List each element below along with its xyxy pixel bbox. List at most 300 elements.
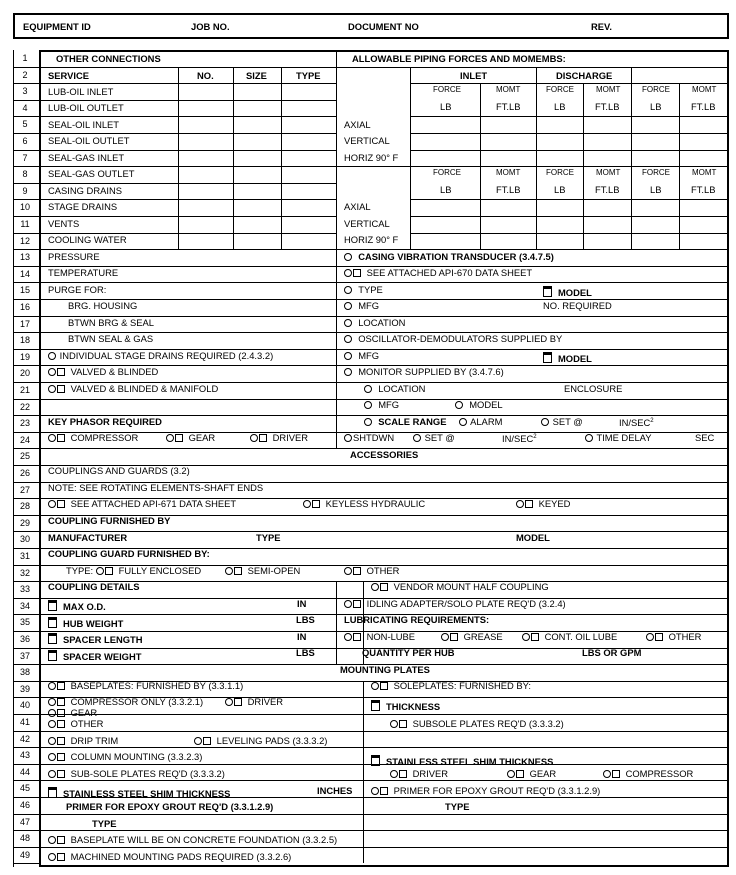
row-number: 47 [19, 816, 30, 827]
grid-hline [39, 531, 729, 532]
radio-icon[interactable] [364, 401, 372, 409]
horiz-label-2: HORIZ 90° F [344, 234, 399, 245]
row-number: 31 [19, 551, 30, 561]
grid-vline [281, 67, 282, 250]
checkbox-icon[interactable] [380, 583, 388, 591]
radio-icon[interactable] [603, 770, 611, 778]
lb-label-2: LB [554, 101, 566, 112]
row-number: 11 [20, 219, 30, 229]
row-number-divider [13, 332, 39, 333]
keyed: KEYED [516, 498, 570, 509]
lb-label-6: LB [650, 184, 662, 195]
lb-label-5: LB [554, 184, 566, 195]
monitor-location: LOCATION [364, 383, 425, 394]
row-number: 32 [19, 567, 30, 578]
no-required: NO. REQUIRED [543, 300, 612, 311]
row-number-divider [13, 731, 39, 732]
checkbox-icon[interactable] [259, 434, 267, 442]
grid-hline [39, 714, 729, 715]
checkbox-icon[interactable] [57, 753, 65, 761]
key-phasor-required: KEY PHASOR REQUIRED [48, 416, 162, 427]
radio-icon[interactable] [585, 434, 593, 442]
row-number: 26 [19, 468, 30, 478]
row-number: 33 [19, 584, 30, 595]
radio-icon[interactable] [413, 434, 421, 442]
checkbox-icon[interactable] [612, 770, 620, 778]
checkbox-icon[interactable] [48, 650, 57, 661]
seal-oil-outlet: SEAL-OIL OUTLET [48, 135, 130, 146]
row-number-divider [13, 648, 39, 649]
checkbox-icon[interactable] [353, 600, 361, 608]
row-number-divider [13, 133, 39, 134]
seal-gas-outlet: SEAL-GAS OUTLET [48, 168, 135, 179]
ftlb-label-4: FT.LB [496, 184, 521, 195]
radio-icon[interactable] [48, 770, 56, 778]
row-number: 15 [19, 285, 30, 296]
see-api670: SEE ATTACHED API-670 DATA SHEET [344, 267, 532, 278]
casing-model: MODEL [543, 286, 592, 298]
row-number: 6 [22, 136, 28, 146]
primer-type-right: TYPE [445, 801, 470, 812]
keyless-hydraulic: KEYLESS HYDRAULIC [303, 498, 425, 509]
kp-driver: DRIVER [250, 432, 308, 443]
row-number-divider [13, 498, 39, 499]
row-number-divider [13, 432, 39, 433]
seal-oil-inlet: SEAL-OIL INLET [48, 119, 120, 130]
radio-icon[interactable] [344, 286, 352, 294]
row-number-divider [13, 598, 39, 599]
casing-drains: CASING DRAINS [48, 185, 122, 196]
spacer-weight-unit: LBS [296, 647, 315, 658]
row-number-divider [13, 465, 39, 466]
row-number-divider [13, 116, 39, 117]
grid-vline [178, 67, 179, 250]
mp-driver: DRIVER [225, 696, 283, 707]
radio-icon[interactable] [48, 385, 56, 393]
type-header: TYPE [296, 70, 321, 81]
mounting-plates-title: MOUNTING PLATES [340, 664, 430, 675]
checkbox-icon[interactable] [57, 853, 65, 861]
row-number-divider [13, 531, 39, 532]
radio-icon[interactable] [459, 418, 467, 426]
radio-icon[interactable] [541, 418, 549, 426]
checkbox-icon[interactable] [371, 700, 380, 711]
row-number-divider [13, 83, 39, 84]
in-sec-2: IN/SEC$^2$ [502, 433, 537, 445]
temperature: TEMPERATURE [48, 267, 119, 278]
note-rotating: NOTE: SEE ROTATING ELEMENTS-SHAFT ENDS [48, 482, 264, 493]
row-number: 30 [19, 534, 30, 545]
row-number-divider [13, 797, 39, 798]
valved-blinded-manifold: VALVED & BLINDED & MANIFOLD [48, 383, 218, 394]
radio-icon[interactable] [364, 385, 372, 393]
radio-icon[interactable] [48, 368, 56, 376]
checkbox-icon[interactable] [234, 567, 242, 575]
grid-hline [39, 150, 336, 151]
row-number: 2 [22, 69, 28, 80]
grid-hline [39, 299, 729, 300]
momt-label-5: MOMT [596, 168, 621, 177]
lube-other: OTHER [646, 631, 701, 642]
radio-icon[interactable] [194, 737, 202, 745]
casing-mfg: MFG [344, 300, 379, 311]
checkbox-icon[interactable] [105, 567, 113, 575]
momt-label-1: MOMT [496, 85, 521, 94]
row-number-divider [13, 67, 39, 68]
sec-label: SEC [695, 432, 715, 443]
shim-driver: DRIVER [390, 768, 448, 779]
radio-icon[interactable] [48, 720, 56, 728]
checkbox-icon[interactable] [48, 633, 57, 644]
radio-icon[interactable] [455, 401, 463, 409]
radio-icon[interactable] [646, 633, 654, 641]
radio-icon[interactable] [48, 500, 56, 508]
grid-hline [39, 183, 336, 184]
checkbox-icon[interactable] [57, 434, 65, 442]
row-number: 14 [19, 268, 30, 279]
row-number-divider [13, 282, 39, 283]
checkbox-icon[interactable] [57, 500, 65, 508]
grid-hline [39, 282, 729, 283]
radio-icon[interactable] [516, 500, 524, 508]
grid-vline [363, 681, 364, 864]
radio-icon[interactable] [364, 418, 372, 426]
radio-icon[interactable] [390, 720, 398, 728]
vents: VENTS [48, 218, 80, 229]
lub-oil-outlet: LUB-OIL OUTLET [48, 102, 124, 113]
radio-icon[interactable] [344, 335, 352, 343]
semi-open: SEMI-OPEN [225, 565, 300, 576]
checkbox-icon[interactable] [175, 434, 183, 442]
baseplates: BASEPLATES: FURNISHED BY (3.3.1.1) [48, 680, 243, 691]
drip-trim: DRIP TRIM [48, 735, 118, 746]
row-number-divider [13, 233, 39, 234]
brg-housing: BRG. HOUSING [68, 300, 138, 311]
casing-type: TYPE [344, 284, 383, 295]
row-number-divider [13, 266, 39, 267]
document-no-label: DOCUMENT NO [348, 21, 419, 32]
max-od: MAX O.D. [48, 600, 106, 612]
rownum-left-border [13, 50, 14, 867]
grid-vline [480, 83, 481, 249]
shtdwn: SHTDWN [344, 432, 394, 443]
non-lube: NON-LUBE [344, 631, 415, 642]
radio-icon[interactable] [48, 709, 56, 717]
radio-icon[interactable] [441, 633, 449, 641]
allowable-forces-title: ALLOWABLE PIPING FORCES AND MOMEMBS: [352, 53, 566, 64]
row-number: 46 [19, 800, 30, 810]
row-number: 27 [19, 484, 30, 495]
checkbox-icon[interactable] [353, 269, 361, 277]
spacer-length-unit: IN [297, 631, 307, 642]
cont-oil-lube: CONT. OIL LUBE [522, 631, 617, 642]
checkbox-icon[interactable] [655, 633, 663, 641]
row-number: 28 [19, 501, 30, 512]
checkbox-icon[interactable] [353, 633, 361, 641]
inlet-header: INLET [460, 70, 488, 81]
radio-icon[interactable] [507, 770, 515, 778]
row-number: 9 [22, 185, 28, 196]
row-number: 19 [19, 351, 30, 362]
row-number: 7 [22, 152, 28, 163]
radio-icon[interactable] [390, 770, 398, 778]
radio-icon[interactable] [344, 269, 352, 277]
row-number-divider [13, 515, 39, 516]
radio-icon[interactable] [344, 368, 352, 376]
row-number-divider [13, 780, 39, 781]
row-number: 49 [19, 849, 30, 860]
radio-icon[interactable] [48, 853, 56, 861]
radio-icon[interactable] [371, 682, 379, 690]
alarm: ALARM [459, 416, 502, 427]
osc-demod: OSCILLATOR-DEMODULATORS SUPPLIED BY [344, 333, 562, 344]
row-number-divider [13, 166, 39, 167]
checkbox-icon[interactable] [516, 770, 524, 778]
row-number-divider [13, 565, 39, 566]
primer-right: PRIMER FOR EPOXY GROUT REQ'D (3.3.1.2.9) [371, 785, 600, 796]
couplings-guards: COUPLINGS AND GUARDS (3.2) [48, 465, 190, 476]
row-number-divider [13, 199, 39, 200]
see-api671: SEE ATTACHED API-671 DATA SHEET [48, 498, 236, 509]
kp-gear: GEAR [166, 432, 215, 443]
force-label-6: FORCE [642, 168, 670, 177]
row-number-divider [13, 415, 39, 416]
service-header: SERVICE [48, 70, 89, 81]
radio-icon[interactable] [48, 434, 56, 442]
momt-label-2: MOMT [596, 85, 621, 94]
checkbox-icon[interactable] [57, 737, 65, 745]
grid-hline [336, 166, 729, 167]
row-number: 12 [19, 235, 30, 246]
stage-drains-required: INDIVIDUAL STAGE DRAINS REQUIRED (2.4.3.2) [48, 350, 273, 361]
checkbox-icon[interactable] [57, 770, 65, 778]
grid-vline [336, 50, 337, 448]
radio-icon[interactable] [250, 434, 258, 442]
radio-icon[interactable] [344, 352, 352, 360]
checkbox-icon[interactable] [48, 617, 57, 628]
grid-hline [39, 731, 729, 732]
checkbox-icon[interactable] [399, 720, 407, 728]
time-delay: TIME DELAY [585, 432, 651, 443]
checkbox-icon[interactable] [371, 755, 380, 766]
grid-hline [39, 116, 336, 117]
checkbox-icon[interactable] [543, 286, 552, 297]
row-number-divider [13, 482, 39, 483]
momt-label-3: MOMT [692, 85, 717, 94]
leveling-pads: LEVELING PADS (3.3.3.2) [194, 735, 327, 746]
monitor-mfg: MFG [364, 399, 399, 410]
grid-hline [410, 116, 729, 117]
row-number-divider [13, 399, 39, 400]
radio-icon[interactable] [344, 253, 352, 261]
checkbox-icon[interactable] [48, 600, 57, 611]
force-label-2: FORCE [546, 85, 574, 94]
row-number-divider [13, 614, 39, 615]
row-number: 39 [19, 683, 30, 694]
monitor-model: MODEL [455, 399, 503, 410]
checkbox-icon[interactable] [353, 567, 361, 575]
radio-icon[interactable] [225, 567, 233, 575]
checkbox-icon[interactable] [234, 698, 242, 706]
row-number: 42 [19, 733, 30, 744]
osc-mfg: MFG [344, 350, 379, 361]
purge-for: PURGE FOR: [48, 284, 107, 295]
coupling-model: MODEL [516, 532, 550, 543]
stainless-shim-right: STAINLESS STEEL SHIM THICKNESS [371, 755, 553, 767]
checkbox-icon[interactable] [312, 500, 320, 508]
btwn-seal-gas: BTWN SEAL & GAS [68, 333, 154, 344]
vertical-label-1: VERTICAL [344, 135, 390, 146]
grid-hline [39, 216, 336, 217]
radio-icon[interactable] [522, 633, 530, 641]
row-number-divider [13, 150, 39, 151]
radio-icon[interactable] [48, 753, 56, 761]
row-number-divider [13, 299, 39, 300]
row-number: 13 [19, 252, 30, 263]
grid-vline [631, 67, 632, 250]
checkbox-icon[interactable] [399, 770, 407, 778]
ftlb-label-1: FT.LB [496, 101, 521, 112]
shim-compressor: COMPRESSOR [603, 768, 693, 779]
checkbox-icon[interactable] [57, 698, 65, 706]
checkbox-icon[interactable] [57, 368, 65, 376]
grid-vline [233, 67, 234, 250]
radio-icon[interactable] [48, 737, 56, 745]
checkbox-icon[interactable] [525, 500, 533, 508]
job-no-label: JOB NO. [191, 21, 230, 32]
vertical-label-2: VERTICAL [344, 218, 390, 229]
axial-label-2: AXIAL [344, 201, 371, 212]
radio-icon[interactable] [225, 698, 233, 706]
coupling-type: TYPE [256, 532, 281, 543]
row-number-divider [13, 249, 39, 250]
row-number-divider [13, 631, 39, 632]
checkbox-icon[interactable] [57, 709, 65, 717]
enclosure: ENCLOSURE [564, 383, 623, 394]
radio-icon[interactable] [344, 633, 352, 641]
force-label-1: FORCE [433, 85, 461, 94]
sub-sole-plates: SUB-SOLE PLATES REQ'D (3.3.3.2) [48, 768, 225, 779]
hub-weight: HUB WEIGHT [48, 617, 123, 629]
pressure: PRESSURE [48, 251, 100, 262]
row-number: 16 [19, 302, 30, 312]
grid-hline [39, 67, 336, 68]
force-label-4: FORCE [433, 168, 461, 177]
radio-icon[interactable] [344, 600, 352, 608]
radio-icon[interactable] [48, 836, 56, 844]
radio-icon[interactable] [344, 567, 352, 575]
soleplates: SOLEPLATES: FURNISHED BY: [371, 680, 531, 691]
radio-icon[interactable] [48, 352, 56, 360]
machined-pads: MACHINED MOUNTING PADS REQUIRED (3.3.2.6) [48, 851, 291, 862]
row-number: 44 [19, 766, 30, 777]
radio-icon[interactable] [344, 302, 352, 310]
row-number-divider [13, 100, 39, 101]
row-number-divider [13, 764, 39, 765]
checkbox-icon[interactable] [450, 633, 458, 641]
checkbox-icon[interactable] [203, 737, 211, 745]
stage-drains: STAGE DRAINS [48, 201, 118, 212]
row-number: 36 [19, 634, 30, 644]
checkbox-icon[interactable] [57, 720, 65, 728]
checkbox-icon[interactable] [57, 836, 65, 844]
coupling-details: COUPLING DETAILS [48, 581, 140, 592]
ftlb-label-3: FT.LB [691, 101, 716, 112]
monitor-supplied: MONITOR SUPPLIED BY (3.4.7.6) [344, 366, 504, 377]
idling-adapter: IDLING ADAPTER/SOLO PLATE REQ'D (3.2.4) [344, 598, 566, 609]
mp-gear: GEAR [48, 707, 97, 718]
radio-icon[interactable] [371, 787, 379, 795]
scale-range: SCALE RANGE [364, 416, 446, 427]
mp-other: OTHER [48, 718, 103, 729]
lbs-or-gpm: LBS OR GPM [582, 647, 642, 658]
momt-label-6: MOMT [692, 168, 717, 177]
radio-icon[interactable] [371, 583, 379, 591]
row-number-divider [13, 349, 39, 350]
row-number-divider [13, 448, 39, 449]
primer-left: PRIMER FOR EPOXY GROUT REQ'D (3.3.1.2.9) [66, 801, 274, 812]
in-sec-1: IN/SEC$^2$ [619, 417, 654, 429]
radio-icon[interactable] [166, 434, 174, 442]
rev-label: REV. [591, 21, 613, 32]
checkbox-icon[interactable] [57, 682, 65, 690]
grid-hline [39, 830, 729, 831]
grid-vline [583, 83, 584, 249]
checkbox-icon[interactable] [531, 633, 539, 641]
row-number: 29 [19, 517, 30, 528]
row-number-divider [13, 747, 39, 748]
concrete-foundation: BASEPLATE WILL BE ON CONCRETE FOUNDATION (3.3.2.5) [48, 834, 337, 845]
grid-hline [336, 67, 729, 68]
checkbox-icon[interactable] [57, 385, 65, 393]
radio-icon[interactable] [344, 319, 352, 327]
set-at-1: SET @ [541, 416, 583, 427]
subsole-plates: SUBSOLE PLATES REQ'D (3.3.3.2) [390, 718, 564, 729]
row-number: 3 [22, 86, 28, 97]
thickness: THICKNESS [371, 700, 440, 712]
checkbox-icon[interactable] [48, 787, 57, 798]
vendor-mount: VENDOR MOUNT HALF COUPLING [371, 581, 549, 592]
row-number: 23 [19, 418, 30, 429]
grid-hline [39, 814, 729, 815]
checkbox-icon[interactable] [543, 352, 552, 363]
row-number: 18 [19, 335, 30, 346]
row-number: 45 [19, 783, 30, 794]
radio-icon[interactable] [344, 434, 352, 442]
qty-per-hub: QUANTITY PER HUB [362, 647, 455, 658]
radio-icon[interactable] [96, 567, 104, 575]
checkbox-icon[interactable] [380, 787, 388, 795]
grid-hline [39, 100, 336, 101]
inches-unit: INCHES [317, 785, 353, 796]
radio-icon[interactable] [303, 500, 311, 508]
row-number-divider [13, 863, 39, 864]
grid-vline [410, 67, 411, 250]
row-number-divider [13, 316, 39, 317]
radio-icon[interactable] [48, 682, 56, 690]
accessories-title: ACCESSORIES [350, 449, 419, 460]
row-number-divider [13, 814, 39, 815]
row-number: 35 [19, 617, 30, 628]
grid-vline [679, 83, 680, 249]
radio-icon[interactable] [48, 698, 56, 706]
row-number-divider [13, 382, 39, 383]
force-label-5: FORCE [546, 168, 574, 177]
grid-hline [410, 150, 729, 151]
lub-oil-inlet: LUB-OIL INLET [48, 86, 114, 97]
checkbox-icon[interactable] [380, 682, 388, 690]
kp-compressor: COMPRESSOR [48, 432, 138, 443]
